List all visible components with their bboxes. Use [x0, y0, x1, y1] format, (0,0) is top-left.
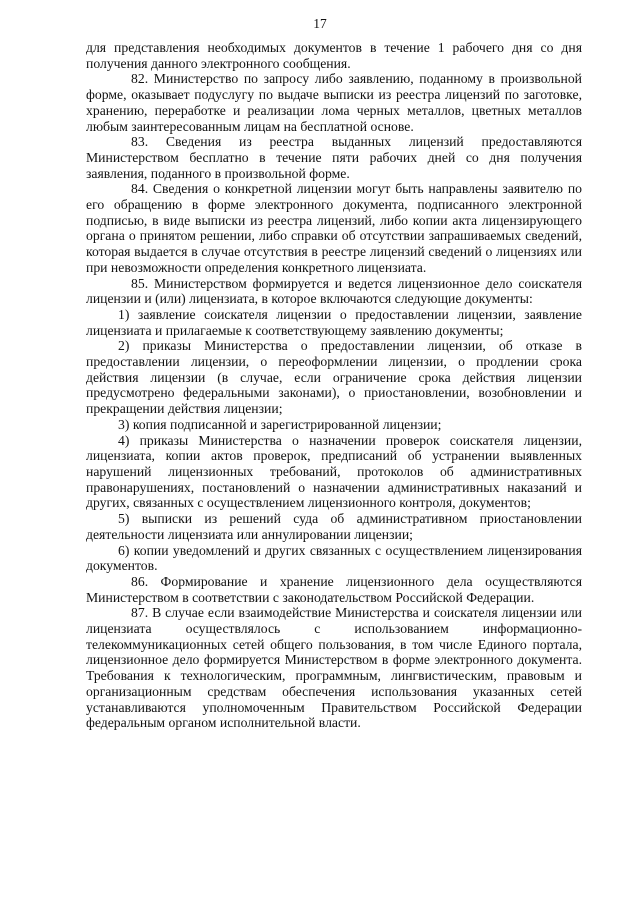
paragraph-84: 84. Сведения о конкретной лицензии могут быть направлены заявителю по его обращению в форме электронного документа, подписанного электронной подписью, в виде выписки из реестра лицензий, либо копии акта лицензирующего органа о принятом решении, либо справки об отсутствии запрашиваемых сведений, которая выдается в случае отсутствия в реестре лицензий сведений о лицензиях или при невозможности определения конкретного лицензиата. — [86, 181, 582, 275]
list-item-2: 2) приказы Министерства о предоставлении лицензии, об отказе в предоставлении лицензии, о переоформлении лицензии, о продлении срока действия лицензии (в случае, если ограничение срока действия лицензии предусмотрено федеральными законами), о приостановлении, возобновлении и прекращении действия лицензии; — [86, 338, 582, 417]
list-item-4: 4) приказы Министерства о назначении проверок соискателя лицензии, лицензиата, копии актов проверок, предписаний об устранении выявленных нарушений лицензионных требований, протоколов об административных правонарушениях, постановлений о назначении административных наказаний и других, связанных с осуществлением лицензионного контроля, документов; — [86, 432, 582, 511]
page-number: 17 — [313, 16, 327, 31]
paragraph-85: 85. Министерством формируется и ведется лицензионное дело соискателя лицензии и (или) лицензиата, в которое включаются следующие документы: — [86, 275, 582, 307]
paragraph-86: 86. Формирование и хранение лицензионного дела осуществляются Министерством в соответствии с законодательством Российской Федерации. — [86, 573, 582, 605]
paragraph-continuation: для представления необходимых документов в течение 1 рабочего дня со дня получения данного электронного сообщения. — [86, 40, 582, 71]
list-item-5: 5) выписки из решений суда об административном приостановлении деятельности лицензиата или аннулировании лицензии; — [86, 511, 582, 542]
list-item-6: 6) копии уведомлений и других связанных с осуществлением лицензирования документов. — [86, 542, 582, 574]
list-item-3: 3) копия подписанной и зарегистрированной лицензии; — [118, 416, 442, 432]
list-item-1: 1) заявление соискателя лицензии о предоставлении лицензии, заявление лицензиата и прилагаемые к соответствующему заявлению документы; — [86, 306, 582, 338]
document-body — [86, 40, 582, 731]
paragraph-83: 83. Сведения из реестра выданных лицензий предоставляются Министерством бесплатно в течение пяти рабочих дней со дня получения заявления, поданного в произвольной форме. — [86, 134, 582, 181]
paragraph-82: 82. Министерство по запросу либо заявлению, поданному в произвольной форме, оказывает подуслугу по выдаче выписки из реестра лицензий по заготовке, хранению, переработке и реализации лома черных металлов, цветных металлов любым заинтересованным лицам на бесплатной основе. — [86, 71, 582, 134]
paragraph-87: 87. В случае если взаимодействие Министерства и соискателя лицензии или лицензиата осуществлялось с использованием информационно-телекоммуникационных сетей общего пользования, в том числе Единого портала, лицензионное дело формируется Министерством в форме электронного документа. Требования к технологическим, программным, лингвистическим, правовым и организационным средствам обеспечения использования указанных сетей устанавливаются уполномоченным Правительством Российской Федерации федеральным органом исполнительной власти. — [86, 605, 582, 731]
